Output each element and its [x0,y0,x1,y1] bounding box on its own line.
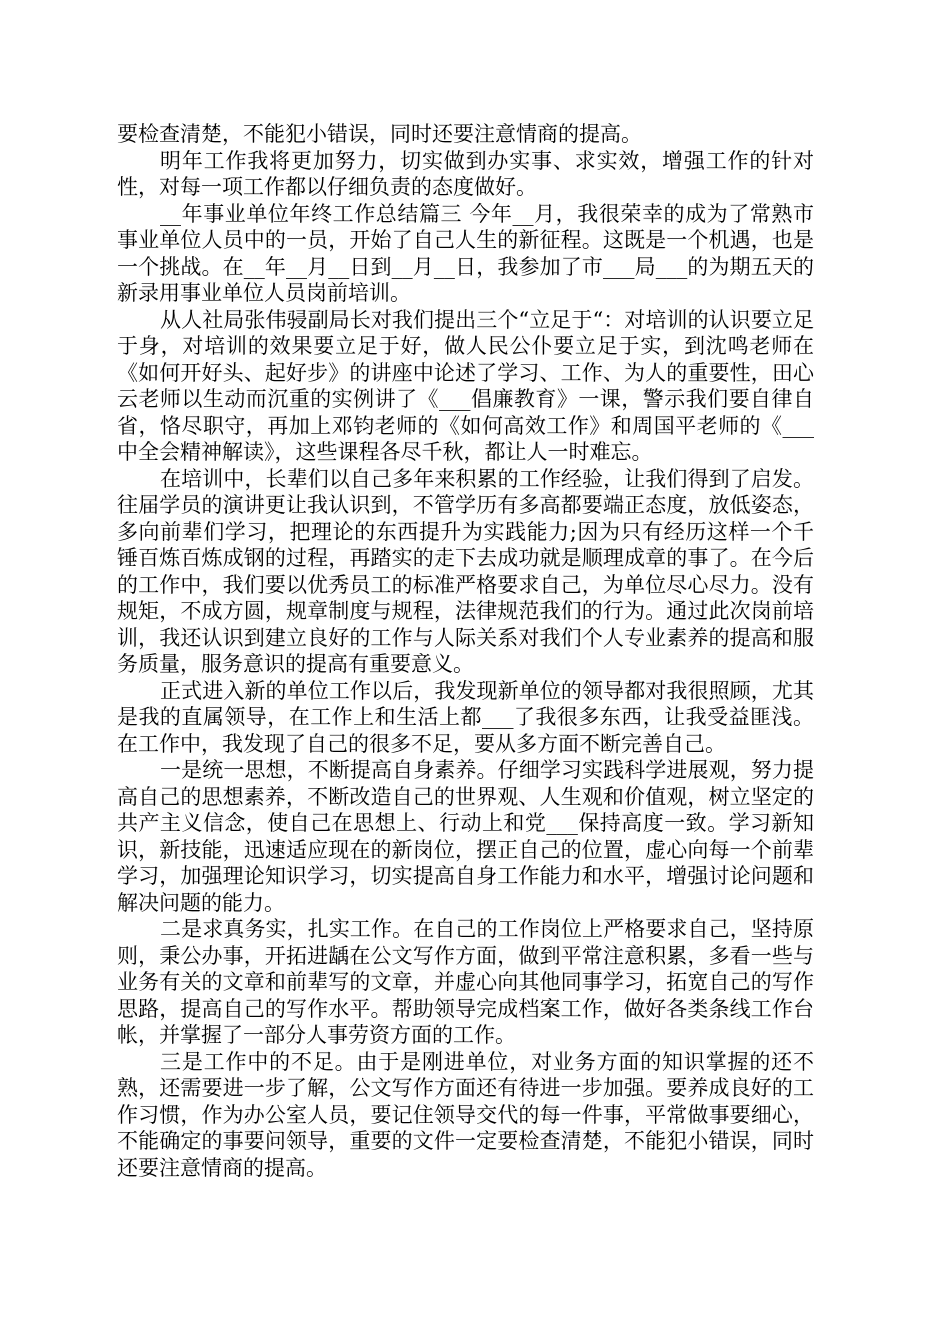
paragraph-3: __年事业单位年终工作总结篇三 今年__月，我很荣幸的成为了常熟市事业单位人员中的一员，开始了自己人生的新征程。这既是一个机遇，也是一个挑战。在__年__月__日到__月__日，我参加了市___局___的为期五天的新录用事业单位人员岗前培训。 [117,201,814,305]
paragraph-4: 从人社局张伟骎副局长对我们提出三个“立足于“：对培训的认识要立足于身，对培训的效果要立足于好，做人民公仆要立足于实，到沈鸣老师在《如何开好头、起好步》的讲座中论述了学习、工作、为人的重要性，田心云老师以生动而沉重的实例讲了《___倡廉教育》一课，警示我们要自律自省，恪尽职守，再加上邓钧老师的《如何高效工作》和周国平老师的《___中全会精神解读》，这些课程各尽千秋，都让人一时难忘。 [117,307,814,464]
paragraph-2: 明年工作我将更加努力，切实做到办实事、求实效，增强工作的针对性，对每一项工作都以仔细负责的态度做好。 [117,148,814,199]
paragraph-5: 在培训中，长辈们以自己多年来积累的工作经验，让我们得到了启发。往届学员的演讲更让我认识到，不管学历有多高都要端正态度，放低姿态，多向前辈们学习，把理论的东西提升为实践能力;因为只有经历这样一个千锤百炼百炼成钢的过程，再踏实的走下去成功就是顺理成章的事了。在今后的工作中，我们要以优秀员工的标准严格要求自己，为单位尽心尽力。没有规矩，不成方圆，规章制度与规程，法律规范我们的行为。通过此次岗前培训，我还认识到建立良好的工作与人际关系对我们个人专业素养的提高和服务质量，服务意识的提高有重要意义。 [117,466,814,676]
document-body [117,121,814,1181]
paragraph-8: 二是求真务实，扎实工作。在自己的工作岗位上严格要求自己，坚持原则，秉公办事，开拓进龋在公文写作方面，做到平常注意积累，多看一些与业务有关的文章和前辈写的文章，并虚心向其他同事学习，拓宽自己的写作思路，提高自己的写作水平。帮助领导完成档案工作，做好各类条线工作台帐，并掌握了一部分人事劳资方面的工作。 [117,917,814,1047]
paragraph-1: 要检查清楚，不能犯小错误，同时还要注意情商的提高。 [117,122,642,146]
paragraph-6: 正式进入新的单位工作以后，我发现新单位的领导都对我很照顾，尤其是我的直属领导，在工作上和生活上都___了我很多东西，让我受益匪浅。在工作中，我发现了自己的很多不足，要从多方面不断完善自己。 [117,678,814,756]
paragraph-7: 一是统一思想，不断提高自身素养。仔细学习实践科学进展观，努力提高自己的思想素养，不断改造自己的世界观、人生观和价值观，树立坚定的共产主义信念，使自己在思想上、行动上和党___保持高度一致。学习新知识，新技能，迅速适应现在的新岗位，摆正自己的位置，虚心向每一个前辈学习，加强理论知识学习，切实提高自身工作能力和水平，增强讨论问题和解决问题的能力。 [117,758,814,915]
paragraph-9: 三是工作中的不足。由于是刚进单位，对业务方面的知识掌握的还不熟，还需要进一步了解，公文写作方面还有待进一步加强。要养成良好的工作习惯，作为办公室人员，要记住领导交代的每一件事，平常做事要细心，不能确定的事要问领导，重要的文件一定要检查清楚，不能犯小错误，同时还要注意情商的提高。 [117,1049,814,1180]
